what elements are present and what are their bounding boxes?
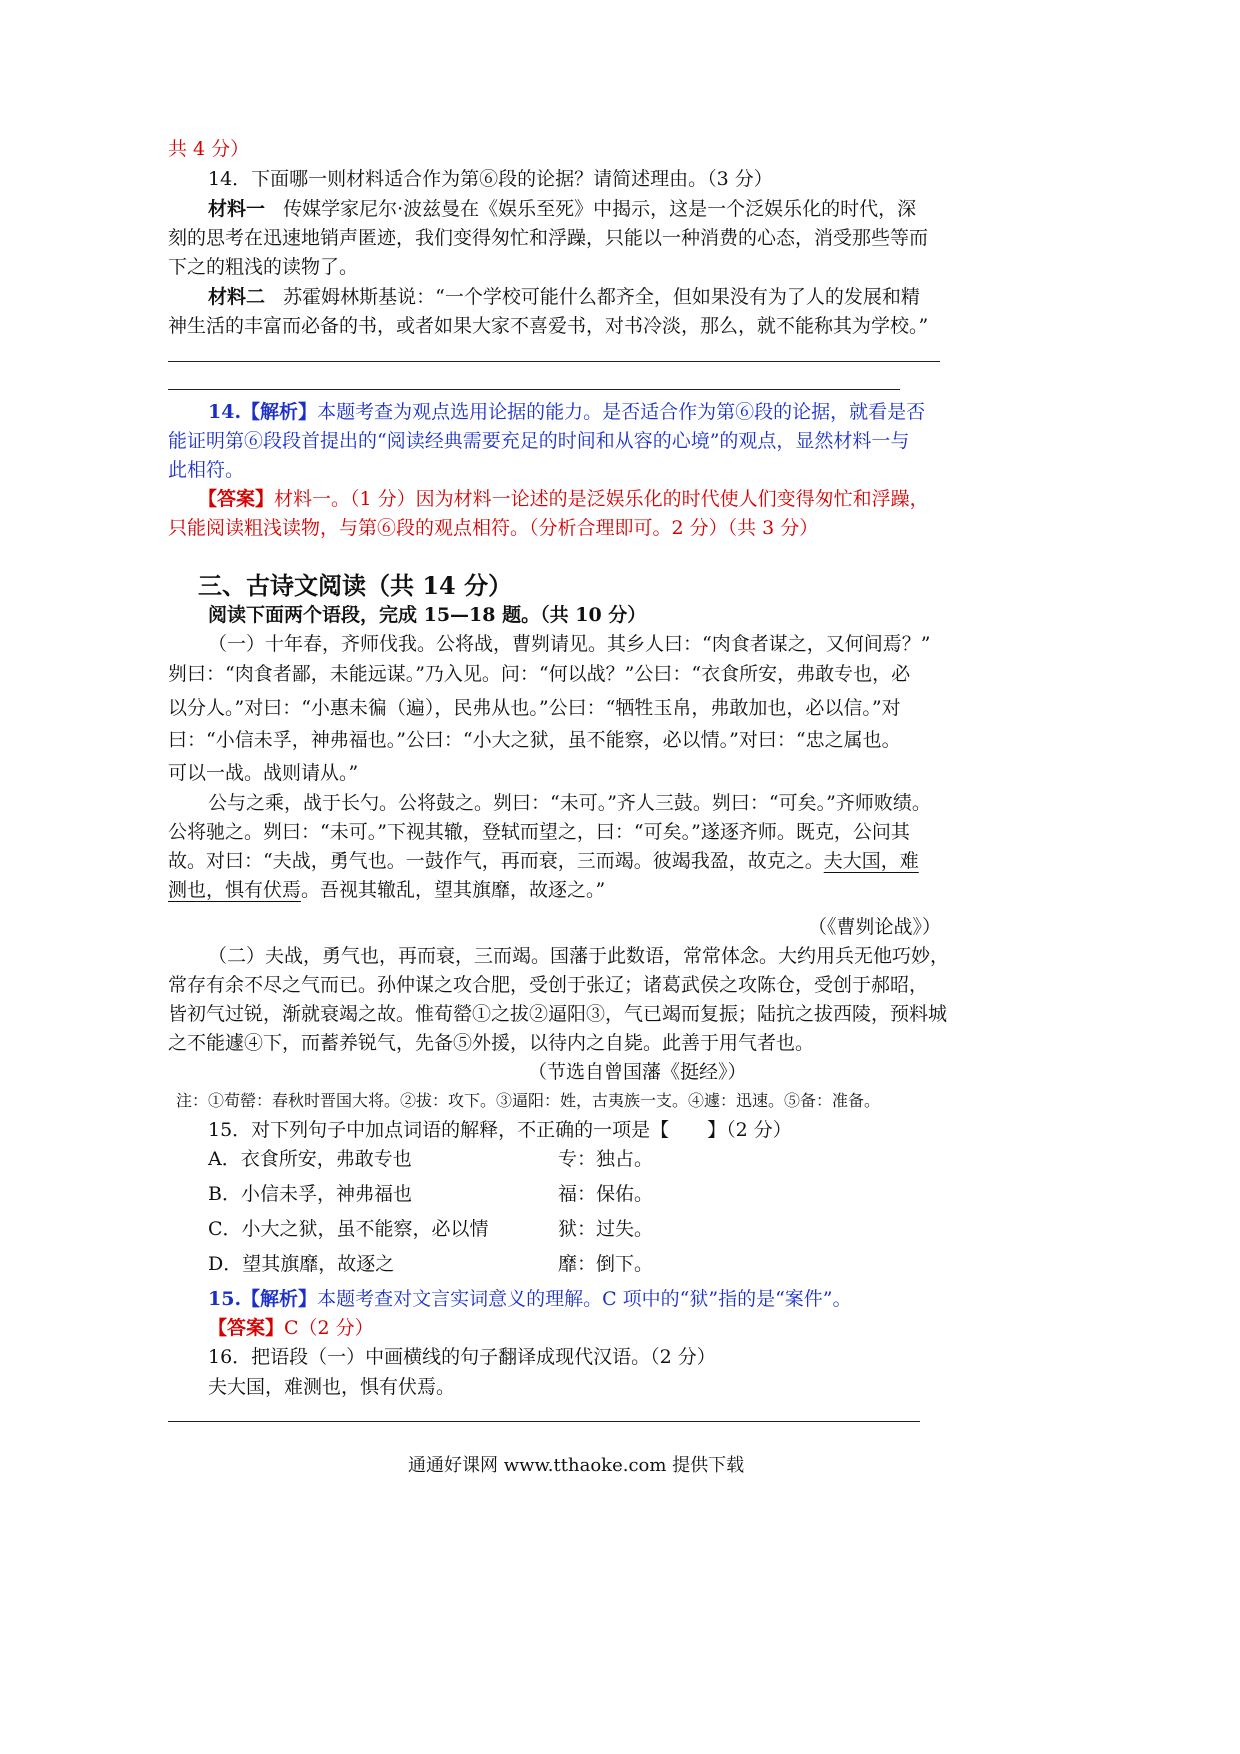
q14-material1-line3: 下之的粗浅的读物了。 xyxy=(168,256,359,278)
q13-score-tail: 共 4 分） xyxy=(168,138,250,160)
section3-instruction: 阅读下面两个语段，完成 15—18 题。（共 10 分） xyxy=(208,604,647,626)
q15-analysis-label: 15.【解析】 xyxy=(208,1288,318,1310)
q16-sentence: 夫大国，难测也，惧有伏焉。 xyxy=(208,1376,456,1398)
q14-analysis-line1: 14.【解析】本题考查为观点选用论据的能力。是否适合作为第⑥段的论据，就看是否 xyxy=(208,401,926,423)
source-tingjing: （节选自曾国藩《挺经》） xyxy=(528,1061,747,1083)
source-caogui: （《曹刿论战》） xyxy=(808,916,942,938)
q14-material1-line1: 材料一 传媒学家尼尔·波兹曼在《娱乐至死》中揭示，这是一个泛娱乐化的时代，深 xyxy=(208,198,917,220)
passage1b-line4: 测也，惧有伏焉。吾视其辙乱，望其旗靡，故逐之。” xyxy=(168,879,606,901)
annotation-note: 注：①荀罃：春秋时晋国大将。②拔：攻下。③逼阳：姓，古夷族一支。④遽：迅速。⑤备：准备。 xyxy=(176,1091,881,1110)
section3-title: 三、古诗文阅读（共 14 分） xyxy=(198,571,513,600)
passage1-line1: （一）十年春，齐师伐我。公将战，曹刿请见。其乡人曰：“肉食者谋之，又何间焉？” xyxy=(208,633,931,655)
q15-option-c: C．小大之狱，虽不能察，必以情 xyxy=(208,1218,489,1240)
passage1b-line3: 故。对曰：“夫战，勇气也。一鼓作气，再而衰，三而竭。彼竭我盈，故克之。夫大国，难 xyxy=(168,850,919,872)
answer-line xyxy=(168,361,940,362)
answer-line xyxy=(168,1421,920,1422)
q15-option-c-gloss: 狱：过失。 xyxy=(558,1218,654,1240)
passage2-line1: （二）夫战，勇气也，再而衰，三而竭。国藩于此数语，常常体念。大约用兵无他巧妙， xyxy=(208,945,950,967)
passage1-line4: 曰：“小信未孚，神弗福也。”公曰：“小大之狱，虽不能察，必以情。”对曰：“忠之属也。 xyxy=(168,729,901,751)
q15-option-d-gloss: 靡：倒下。 xyxy=(558,1253,654,1275)
underlined-sentence-part2: 测也，惧有伏焉 xyxy=(168,879,302,901)
material2-label: 材料二 xyxy=(208,286,266,308)
underlined-sentence-part1: 夫大国，难 xyxy=(823,850,919,872)
q14-material2-line1: 材料二 苏霍姆林斯基说：“一个学校可能什么都齐全，但如果没有为了人的发展和精 xyxy=(208,286,920,308)
q14-material2-line2: 神生活的丰富而必备的书，或者如果大家不喜爱书，对书冷淡，那么，就不能称其为学校。” xyxy=(168,315,929,337)
q15-option-a: A．衣食所安，弗敢专也 xyxy=(208,1148,412,1170)
q15-answer: 【答案】C（2 分） xyxy=(208,1317,374,1339)
q14-material1-line2: 刻的思考在迅速地销声匿迹，我们变得匆忙和浮躁，只能以一种消费的心态，消受那些等而 xyxy=(168,227,929,249)
passage2-line3: 皆初气过锐，渐就衰竭之故。惟荀罃①之拔②逼阳③，气已竭而复振；陆抗之拔西陵，预料城 xyxy=(168,1003,948,1025)
material1-label: 材料一 xyxy=(208,198,266,220)
q14-answer-line2: 只能阅读粗浅读物，与第⑥段的观点相符。（分析合理即可。2 分）（共 3 分） xyxy=(168,517,819,539)
q14-answer-line1: 【答案】材料一。（1 分）因为材料一论述的是泛娱乐化的时代使人们变得匆忙和浮躁， xyxy=(198,488,929,510)
q15-option-d: D．望其旗靡，故逐之 xyxy=(208,1253,395,1275)
q16-stem: 16．把语段（一）中画横线的句子翻译成现代汉语。（2 分） xyxy=(208,1346,716,1368)
q14-stem: 14．下面哪一则材料适合作为第⑥段的论据？请简述理由。（3 分） xyxy=(208,168,773,190)
q15-analysis: 15.【解析】本题考查对文言实词意义的理解。C 项中的“狱”指的是“案件”。 xyxy=(208,1288,852,1310)
passage1b-line2: 公将驰之。刿曰：“未可。”下视其辙，登轼而望之，曰：“可矣。”遂逐齐师。既克，公问其 xyxy=(168,821,910,843)
passage2-line2: 常存有余不尽之气而已。孙仲谋之攻合肥，受创于张辽；诸葛武侯之攻陈仓，受创于郝昭， xyxy=(168,974,929,996)
q15-option-a-gloss: 专：独占。 xyxy=(558,1148,654,1170)
q14-analysis-label: 14.【解析】 xyxy=(208,401,318,423)
q15-stem: 15．对下列句子中加点词语的解释，不正确的一项是【 】（2 分） xyxy=(208,1119,792,1141)
q14-analysis-line2: 能证明第⑥段段首提出的“阅读经典需要充足的时间和从容的心境”的观点，显然材料一与 xyxy=(168,430,910,452)
q15-option-b-gloss: 福：保佑。 xyxy=(558,1183,654,1205)
passage2-line4: 之不能遽④下，而蓄养锐气，先备⑤外援，以待内之自毙。此善于用气者也。 xyxy=(168,1032,815,1054)
passage1-line5: 可以一战。战则请从。” xyxy=(168,762,359,784)
passage1-line3: 以分人。”对曰：“小惠未徧（遍），民弗从也。”公曰：“牺牲玉帛，弗敢加也，必以信。”对 xyxy=(168,697,901,719)
q14-answer-label: 【答案】 xyxy=(198,488,275,510)
q15-option-b: B．小信未孚，神弗福也 xyxy=(208,1183,412,1205)
passage1-line2: 刿曰：“肉食者鄙，未能远谋。”乃入见。问：“何以战？”公曰：“衣食所安，弗敢专也，必 xyxy=(168,663,911,685)
q15-answer-label: 【答案】 xyxy=(208,1317,285,1339)
footer-text: 通通好课网 www.tthaoke.com 提供下载 xyxy=(408,1455,745,1476)
q14-analysis-line3: 此相符。 xyxy=(168,459,245,481)
passage1b-line1: 公与之乘，战于长勺。公将鼓之。刿曰：“未可。”齐人三鼓。刿曰：“可矣。”齐师败绩。 xyxy=(208,792,931,814)
answer-line xyxy=(168,389,900,390)
